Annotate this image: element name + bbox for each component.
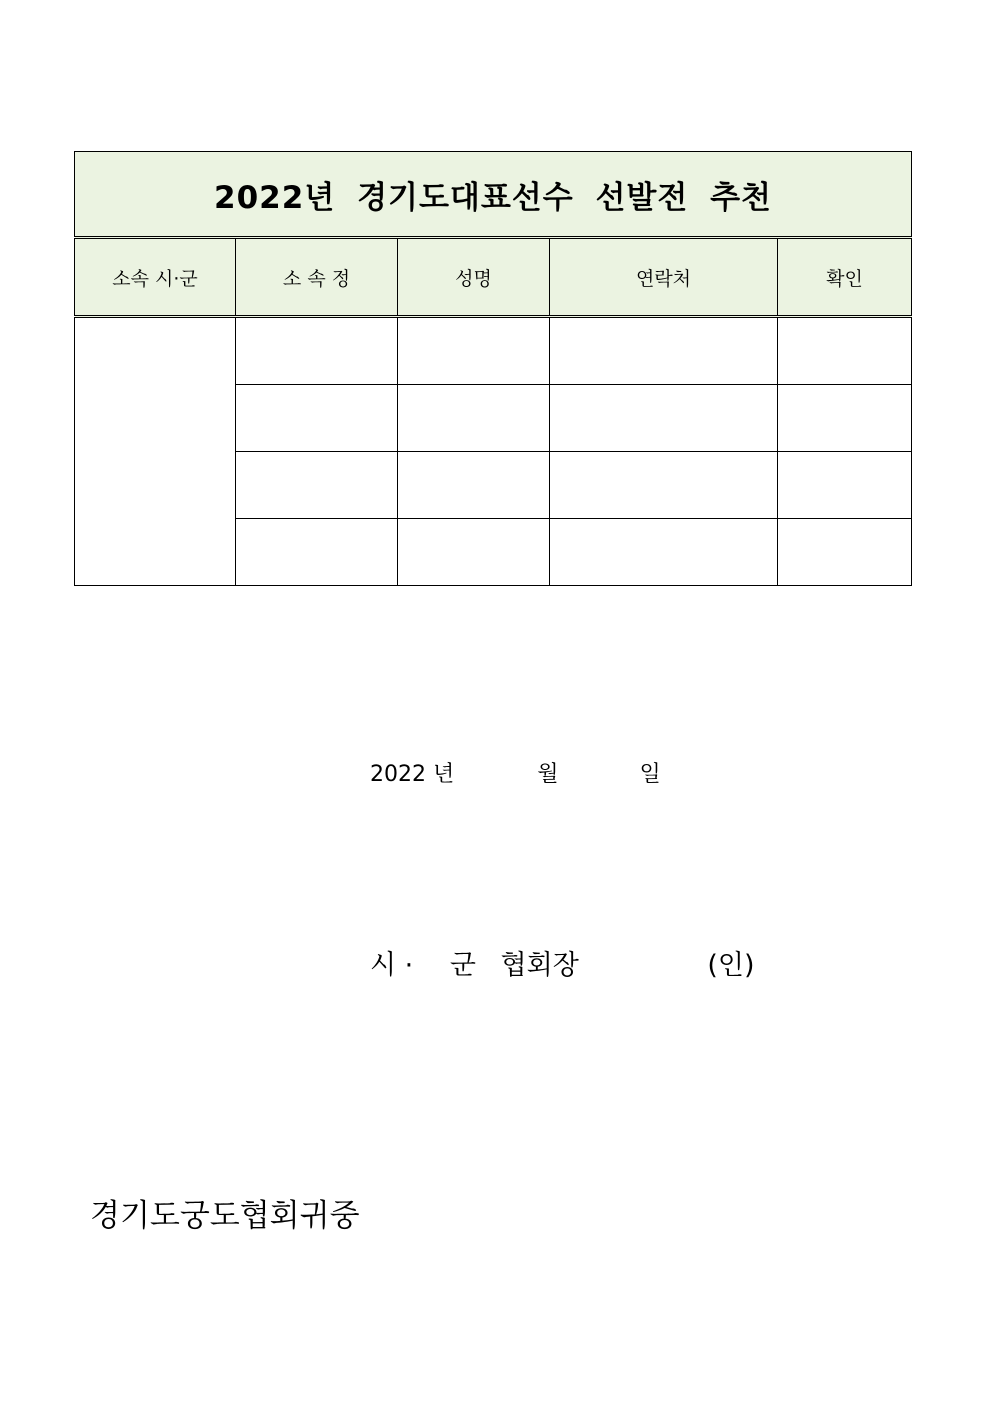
cell-club[interactable]	[236, 317, 398, 385]
cell-name[interactable]	[398, 452, 550, 519]
header-club: 소 속 정	[236, 238, 398, 317]
cell-confirm[interactable]	[778, 317, 912, 385]
cell-club[interactable]	[236, 452, 398, 519]
sign-gun: 군	[449, 950, 476, 981]
cell-confirm[interactable]	[778, 385, 912, 452]
sign-si: 시 ·	[370, 950, 414, 981]
recommendation-form-table	[74, 151, 912, 586]
date-line	[370, 757, 661, 788]
table-row	[75, 317, 912, 385]
sign-seal: (인)	[707, 950, 755, 981]
cell-city-county[interactable]	[75, 317, 236, 586]
cell-contact[interactable]	[550, 519, 778, 586]
signature-line	[370, 943, 755, 982]
header-name: 성명	[398, 238, 550, 317]
header-city-county: 소속 시·군	[75, 238, 236, 317]
date-year: 2022 년	[370, 762, 455, 787]
cell-confirm[interactable]	[778, 452, 912, 519]
cell-name[interactable]	[398, 385, 550, 452]
date-month: 월	[537, 762, 559, 787]
cell-club[interactable]	[236, 385, 398, 452]
cell-name[interactable]	[398, 317, 550, 385]
cell-contact[interactable]	[550, 385, 778, 452]
header-contact: 연락처	[550, 238, 778, 317]
cell-club[interactable]	[236, 519, 398, 586]
recipient: 경기도궁도협회귀중	[90, 1198, 360, 1234]
header-confirm: 확인	[778, 238, 912, 317]
cell-contact[interactable]	[550, 317, 778, 385]
cell-contact[interactable]	[550, 452, 778, 519]
form-title: 2022년 경기도대표선수 선발전 추천	[75, 152, 912, 238]
sign-title: 협회장	[500, 950, 579, 981]
cell-confirm[interactable]	[778, 519, 912, 586]
date-day: 일	[639, 762, 661, 787]
cell-name[interactable]	[398, 519, 550, 586]
